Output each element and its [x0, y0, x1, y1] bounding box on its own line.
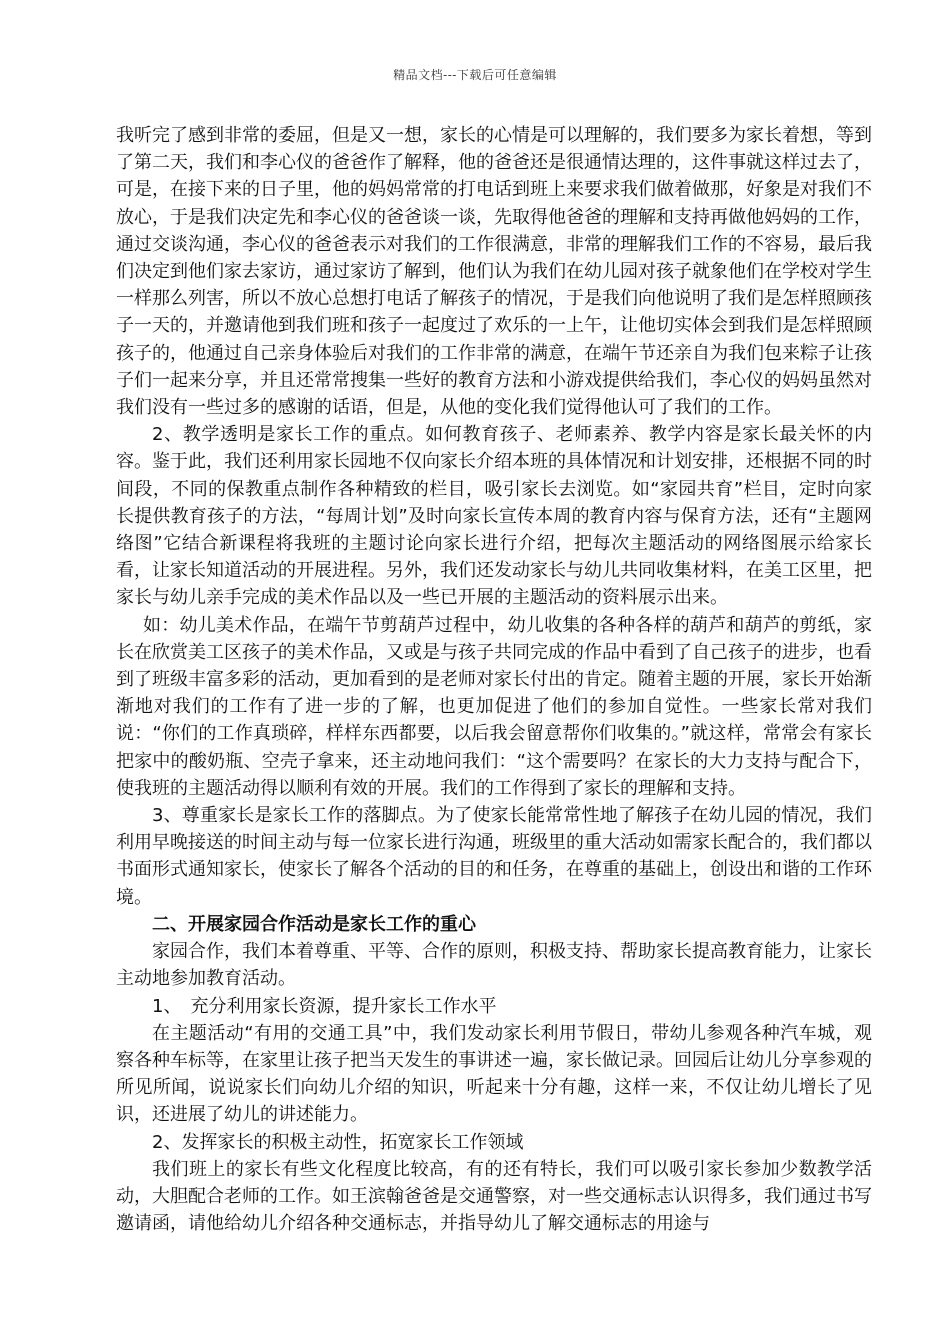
- paragraph-parent-talents: 我们班上的家长有些文化程度比较高，有的还有特长，我们可以吸引家长参加少数教学活动，大胆配合老师的工作。如王滨翰爸爸是交通警察，对一些交通标志认识得多，我们通过书写邀请函，请他给幼儿介绍各种交通标志，并指导幼儿了解交通标志的用途与: [116, 1158, 872, 1235]
- paragraph-teaching-transparency: 2、教学透明是家长工作的重点。如何教育孩子、老师素养、教学内容是家长最关怀的内容。鉴于此，我们还利用家长园地不仅向家长介绍本班的具体情况和计划安排，还根据不同的时间段，不同的保教重点制作各种精致的栏目，吸引家长去浏览。如“家园共育”栏目，定时向家长提供教育孩子的方法，“每周计划”及时向家长宣传本周的教育内容与保育方法，还有“主题网络图”它结合新课程将我班的主题讨论向家长进行介绍，把每次主题活动的网络图展示给家长看，让家长知道活动的开展进程。另外，我们还发动家长与幼儿共同收集材料，在美工区里，把家长与幼儿亲手完成的美术作品以及一些已开展的主题活动的资料展示出来。: [116, 424, 872, 609]
- section-heading-cooperation: 二、开展家园合作活动是家长工作的重心: [152, 913, 476, 935]
- paragraph-transport-theme: 在主题活动“有用的交通工具”中，我们发动家长利用节假日，带幼儿参观各种汽车城，观察各种车标等，在家里让孩子把当天发生的事讲述一遍，家长做记录。回园后让幼儿分享参观的所见所闻，说说家长们向幼儿介绍的知识，听起来十分有趣，这样一来，不仅让幼儿增长了见识，还进展了幼儿的讲述能力。: [116, 1022, 872, 1126]
- subheading-parent-resources: 1、 充分利用家长资源，提升家长工作水平: [152, 995, 497, 1017]
- document-body: [116, 122, 872, 1237]
- paragraph-parent-story: 我听完了感到非常的委屈，但是又一想，家长的心情是可以理解的，我们要多为家长着想，等到了第二天，我们和李心仪的爸爸作了解释，他的爸爸还是很通情达理的，这件事就这样过去了，可是，在接下来的日子里，他的妈妈常常的打电话到班上来要求我们做着做那，好象是对我们不放心，于是我们决定先和李心仪的爸爸谈一谈，先取得他爸爸的理解和支持再做他妈妈的工作，通过交谈沟通，李心仪的爸爸表示对我们的工作很满意，非常的理解我们工作的不容易，最后我们决定到他们家去家访，通过家访了解到，他们认为我们在幼儿园对孩子就象他们在学校对学生一样那么列害，所以不放心总想打电话了解孩子的情况，于是我们向他说明了我们是怎样照顾孩子一天的，并邀请他到我们班和孩子一起度过了欢乐的一上午，让他切实体会到我们是怎样照顾孩子的，他通过自己亲身体验后对我们的工作非常的满意，在端午节还亲自为我们包来粽子让孩子们一起来分享，并且还常常搜集一些好的教育方法和小游戏提供给我们，李心仪的妈妈虽然对我们没有一些过多的感谢的话语，但是，从他的变化我们觉得他认可了我们的工作。: [116, 125, 872, 419]
- page-header: 精品文档---下载后可任意编辑: [393, 68, 557, 82]
- paragraph-art-example: 如：幼儿美术作品，在端午节剪葫芦过程中，幼儿收集的各种各样的葫芦和葫芦的剪纸，家长在欣赏美工区孩子的美术作品，又或是与孩子共同完成的作品中看到了自己孩子的进步，也看到了班级丰富多彩的活动，更加看到的是老师对家长付出的肯定。随着主题的开展，家长开始渐渐地对我们的工作有了进一步的了解，也更加促进了他们的参加自觉性。一些家长常对我们说：“你们的工作真琐碎，样样东西都要，以后我会留意帮你们收集的。”就这样，常常会有家长把家中的酸奶瓶、空壳子拿来，还主动地问我们：“这个需要吗？在家长的大力支持与配合下，使我班的主题活动得以顺利有效的开展。我们的工作得到了家长的理解和支持。: [116, 614, 872, 799]
- paragraph-respect-parents: 3、尊重家长是家长工作的落脚点。为了使家长能常常性地了解孩子在幼儿园的情况，我们利用早晚接送的时间主动与每一位家长进行沟通，班级里的重大活动如需家长配合的，我们都以书面形式通知家长，使家长了解各个活动的目的和任务，在尊重的基础上，创设出和谐的工作环境。: [116, 805, 872, 908]
- subheading-parent-initiative: 2、发挥家长的积极主动性，拓宽家长工作领域: [152, 1131, 524, 1153]
- paragraph-cooperation-intro: 家园合作，我们本着尊重、平等、合作的原则，积极支持、帮助家长提高教育能力，让家长主动地参加教育活动。: [116, 941, 872, 990]
